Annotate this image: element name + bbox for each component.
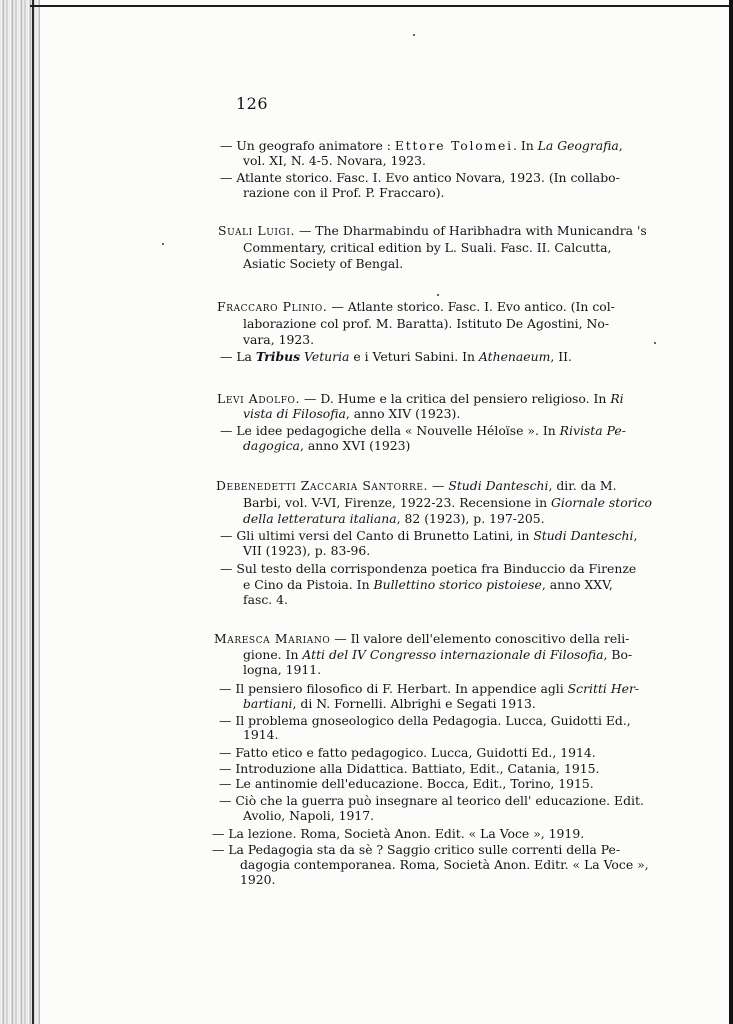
entry-line: dagogica, anno XVI (1923) bbox=[243, 438, 411, 453]
entry-line: — La Tribus Veturia e i Veturi Sabini. In Athenaeum, II. bbox=[220, 349, 572, 364]
entry-line: dagogia contemporanea. Roma, Società Anon. Editr. « La Voce », bbox=[240, 857, 649, 872]
author-name: Debenedetti Zaccaria Santorre. bbox=[216, 478, 429, 493]
entry-line: gione. In Atti del IV Congresso internazionale di Filosofia, Bo- bbox=[243, 647, 633, 662]
entry-line: Maresca Mariano — Il valore dell'elemento conoscitivo della reli- bbox=[214, 631, 630, 646]
entry-line: fasc. 4. bbox=[243, 592, 288, 607]
entry-line: Fraccaro Plinio. — Atlante storico. Fasc. I. Evo antico. (In col- bbox=[217, 299, 615, 314]
entry-line: vista di Filosofia, anno XIV (1923). bbox=[243, 406, 461, 421]
entry-line: Levi Adolfo. — D. Hume e la critica del pensiero religioso. In Ri bbox=[217, 391, 624, 406]
entry-line: vara, 1923. bbox=[243, 332, 315, 347]
entry-line: 1914. bbox=[243, 727, 279, 742]
entry-line: — Ciò che la guerra può insegnare al teorico dell' educazione. Edit. bbox=[219, 793, 644, 808]
author-name: Suali Luigi. bbox=[218, 223, 296, 238]
entry-line: — Fatto etico e fatto pedagogico. Lucca, Guidotti Ed., 1914. bbox=[219, 745, 596, 760]
entry-line: laborazione col prof. M. Baratta). Istituto De Agostini, No- bbox=[243, 316, 610, 331]
author-name: Levi Adolfo. bbox=[217, 391, 301, 406]
binding-shadow-line bbox=[32, 0, 34, 1024]
entry-line: Commentary, critical edition by L. Suali. Fasc. II. Calcutta, bbox=[243, 240, 612, 255]
entry-line: della letteratura italiana, 82 (1923), p. 197-205. bbox=[243, 511, 545, 526]
author-name: Maresca Mariano bbox=[214, 631, 331, 646]
scan-speck bbox=[437, 294, 439, 296]
entry-line: e Cino da Pistoia. In Bullettino storico pistoiese, anno XXV, bbox=[243, 577, 613, 592]
entry-line: 1920. bbox=[240, 872, 276, 887]
entry-line: vol. XI, N. 4-5. Novara, 1923. bbox=[243, 153, 426, 168]
entry-line: Avolio, Napoli, 1917. bbox=[243, 808, 375, 823]
author-name: Fraccaro Plinio. bbox=[217, 299, 328, 314]
entry-line: Barbi, vol. V-VI, Firenze, 1922-23. Recensione in Giornale storico bbox=[243, 495, 652, 510]
entry-line: logna, 1911. bbox=[243, 662, 322, 677]
entry-line: — La lezione. Roma, Società Anon. Edit. « La Voce », 1919. bbox=[212, 826, 585, 841]
entry-line: Asiatic Society of Bengal. bbox=[243, 256, 404, 271]
entry-line: — La Pedagogia sta da sè ? Saggio critico sulle correnti della Pe- bbox=[212, 842, 621, 857]
entry-line: Suali Luigi. — The Dharmabindu of Haribhadra with Municandra 's bbox=[218, 223, 647, 238]
right-edge-bar bbox=[729, 0, 733, 1024]
top-edge-line bbox=[30, 5, 733, 7]
entry-line: — Sul testo della corrispondenza poetica fra Binduccio da Firenze bbox=[220, 561, 637, 576]
entry-line: bartiani, di N. Fornelli. Albrighi e Segati 1913. bbox=[243, 696, 536, 711]
book-binding-edge bbox=[0, 0, 40, 1024]
scan-speck bbox=[413, 34, 415, 36]
scan-speck bbox=[654, 342, 656, 344]
entry-line: VII (1923), p. 83-96. bbox=[243, 543, 371, 558]
entry-line: — Gli ultimi versi del Canto di Brunetto Latini, in Studi Danteschi, bbox=[220, 528, 638, 543]
entry-line: — Il problema gnoseologico della Pedagogia. Lucca, Guidotti Ed., bbox=[219, 713, 631, 728]
entry-line: — Il pensiero filosofico di F. Herbart. In appendice agli Scritti Her- bbox=[219, 681, 640, 696]
entry-line: — Le idee pedagogiche della « Nouvelle Héloïse ». In Rivista Pe- bbox=[220, 423, 626, 438]
entry-line: — Le antinomie dell'educazione. Bocca, Edit., Torino, 1915. bbox=[219, 776, 594, 791]
entry-line: — Un geografo animatore : Ettore Tolomei. In La Geografia, bbox=[220, 138, 623, 153]
scan-speck bbox=[162, 243, 164, 245]
page-number: 126 bbox=[236, 94, 269, 113]
entry-line: — Atlante storico. Fasc. I. Evo antico Novara, 1923. (In collabo- bbox=[220, 170, 620, 185]
entry-line: Debenedetti Zaccaria Santorre. — Studi Danteschi, dir. da M. bbox=[216, 478, 617, 493]
entry-line: razione con il Prof. P. Fraccaro). bbox=[243, 185, 445, 200]
entry-line: — Introduzione alla Didattica. Battiato, Edit., Catania, 1915. bbox=[219, 761, 600, 776]
